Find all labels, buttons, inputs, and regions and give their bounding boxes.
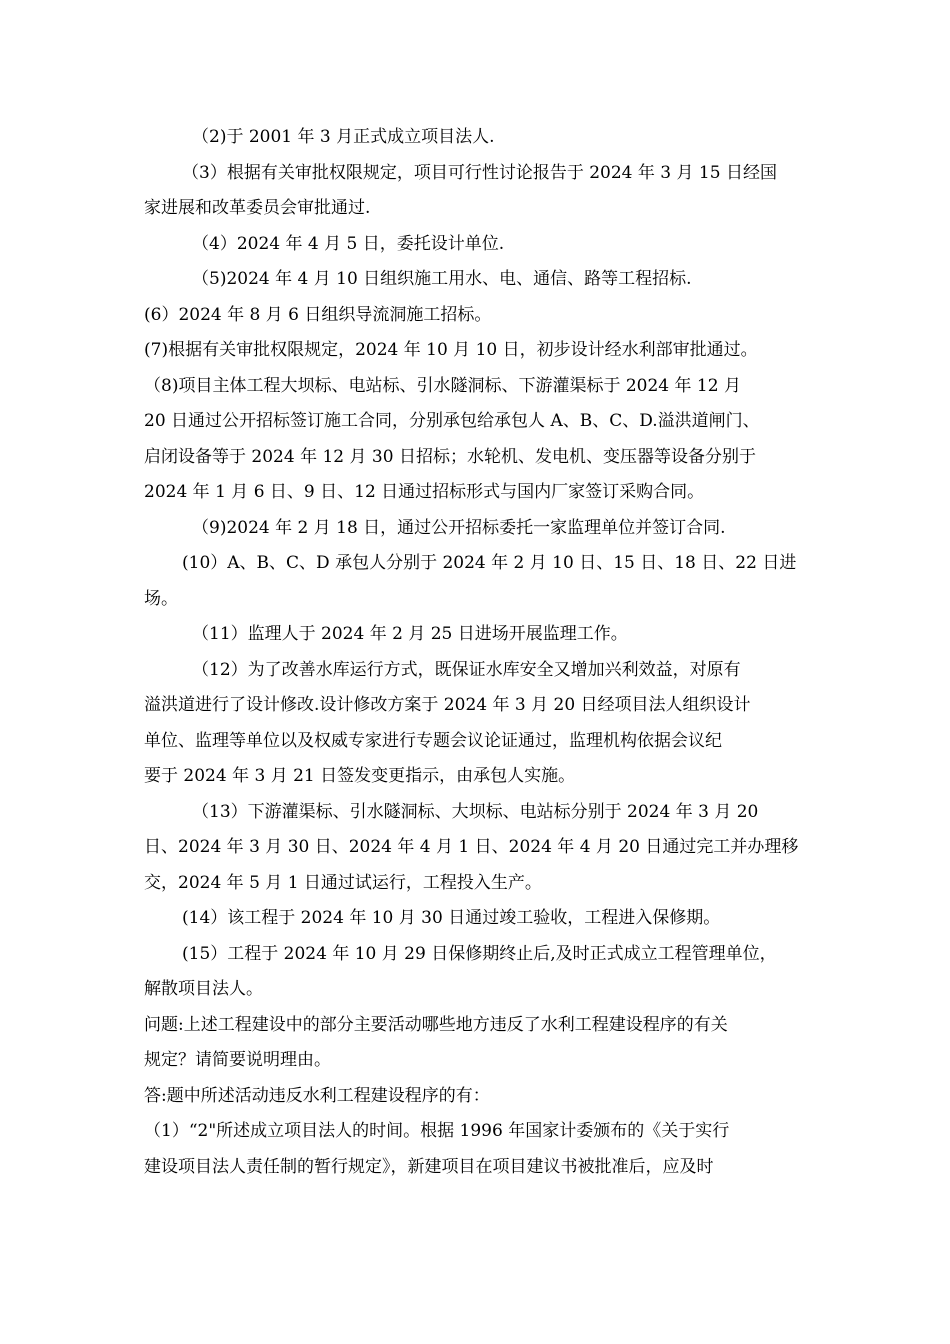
- text-line: (14）该工程于 2024 年 10 月 30 日通过竣工验收，工程进入保修期。: [182, 908, 721, 928]
- document-body: [144, 120, 808, 1185]
- text-line: （13）下游灌渠标、引水隧洞标、大坝标、电站标分别于 2024 年 3 月 20: [192, 801, 759, 822]
- text-line: 解散项目法人。: [144, 979, 263, 999]
- text-line: （5)2024 年 4 月 10 日组织施工用水、电、通信、路等工程招标.: [192, 269, 692, 289]
- text-line: （12）为了改善水库运行方式，既保证水库安全又增加兴利效益，对原有: [192, 659, 741, 680]
- text-line: 20 日通过公开招标签订施工合同，分别承包给承包人 A、B、C、D.溢洪道闸门、: [144, 411, 760, 431]
- text-line: 答:题中所述活动违反水利工程建设程序的有：: [144, 1085, 490, 1106]
- text-line: （11）监理人于 2024 年 2 月 25 日进场开展监理工作。: [192, 624, 628, 644]
- text-line: (7)根据有关审批权限规定，2024 年 10 月 10 日，初步设计经水利部审批通过。: [144, 340, 758, 360]
- text-line: （1）“2"所述成立项目法人的时间。根据 1996 年国家计委颁布的《关于实行: [144, 1121, 730, 1141]
- text-line: 交，2024 年 5 月 1 日通过试运行，工程投入生产。: [144, 872, 542, 893]
- text-line: 启闭设备等于 2024 年 12 月 30 日招标；水轮机、发电机、变压器等设备分别于: [144, 446, 756, 467]
- text-line: 2024 年 1 月 6 日、9 日、12 日通过招标形式与国内厂家签订采购合同。: [144, 482, 705, 502]
- text-line: 溢洪道进行了设计修改.设计修改方案于 2024 年 3 月 20 日经项目法人组织设计: [144, 695, 751, 715]
- text-line: （2)于 2001 年 3 月正式成立项目法人.: [192, 127, 495, 147]
- text-line: （8)项目主体工程大坝标、电站标、引水隧洞标、下游灌渠标于 2024 年 12 月: [144, 375, 741, 396]
- text-line: 家进展和改革委员会审批通过.: [144, 198, 371, 218]
- text-line: 日、2024 年 3 月 30 日、2024 年 4 月 1 日、2024 年 4 月 20 日通过完工并办理移: [144, 837, 799, 857]
- text-line: (6）2024 年 8 月 6 日组织导流洞施工招标。: [144, 304, 492, 325]
- text-line: （9)2024 年 2 月 18 日，通过公开招标委托一家监理单位并签订合同.: [192, 517, 726, 538]
- text-line: 规定？请简要说明理由。: [144, 1050, 331, 1070]
- text-line: 建设项目法人责任制的暂行规定》，新建项目在项目建议书被批准后，应及时: [144, 1156, 714, 1177]
- text-line: 问题:上述工程建设中的部分主要活动哪些地方违反了水利工程建设程序的有关: [144, 1014, 728, 1035]
- text-line: 场。: [144, 588, 178, 609]
- text-line: 单位、监理等单位以及权威专家进行专题会议论证通过，监理机构依据会议纪: [144, 730, 722, 751]
- text-line: （3）根据有关审批权限规定，项目可行性讨论报告于 2024 年 3 月 15 日经国: [182, 162, 777, 183]
- text-line: 要于 2024 年 3 月 21 日签发变更指示，由承包人实施。: [144, 766, 576, 786]
- text-line: (15）工程于 2024 年 10 月 29 日保修期终止后,及时正式成立工程管理单位，: [182, 943, 777, 964]
- text-line: (10）A、B、C、D 承包人分别于 2024 年 2 月 10 日、15 日、18 日、22 日进: [182, 553, 797, 573]
- text-line: （4）2024 年 4 月 5 日，委托设计单位.: [192, 233, 505, 254]
